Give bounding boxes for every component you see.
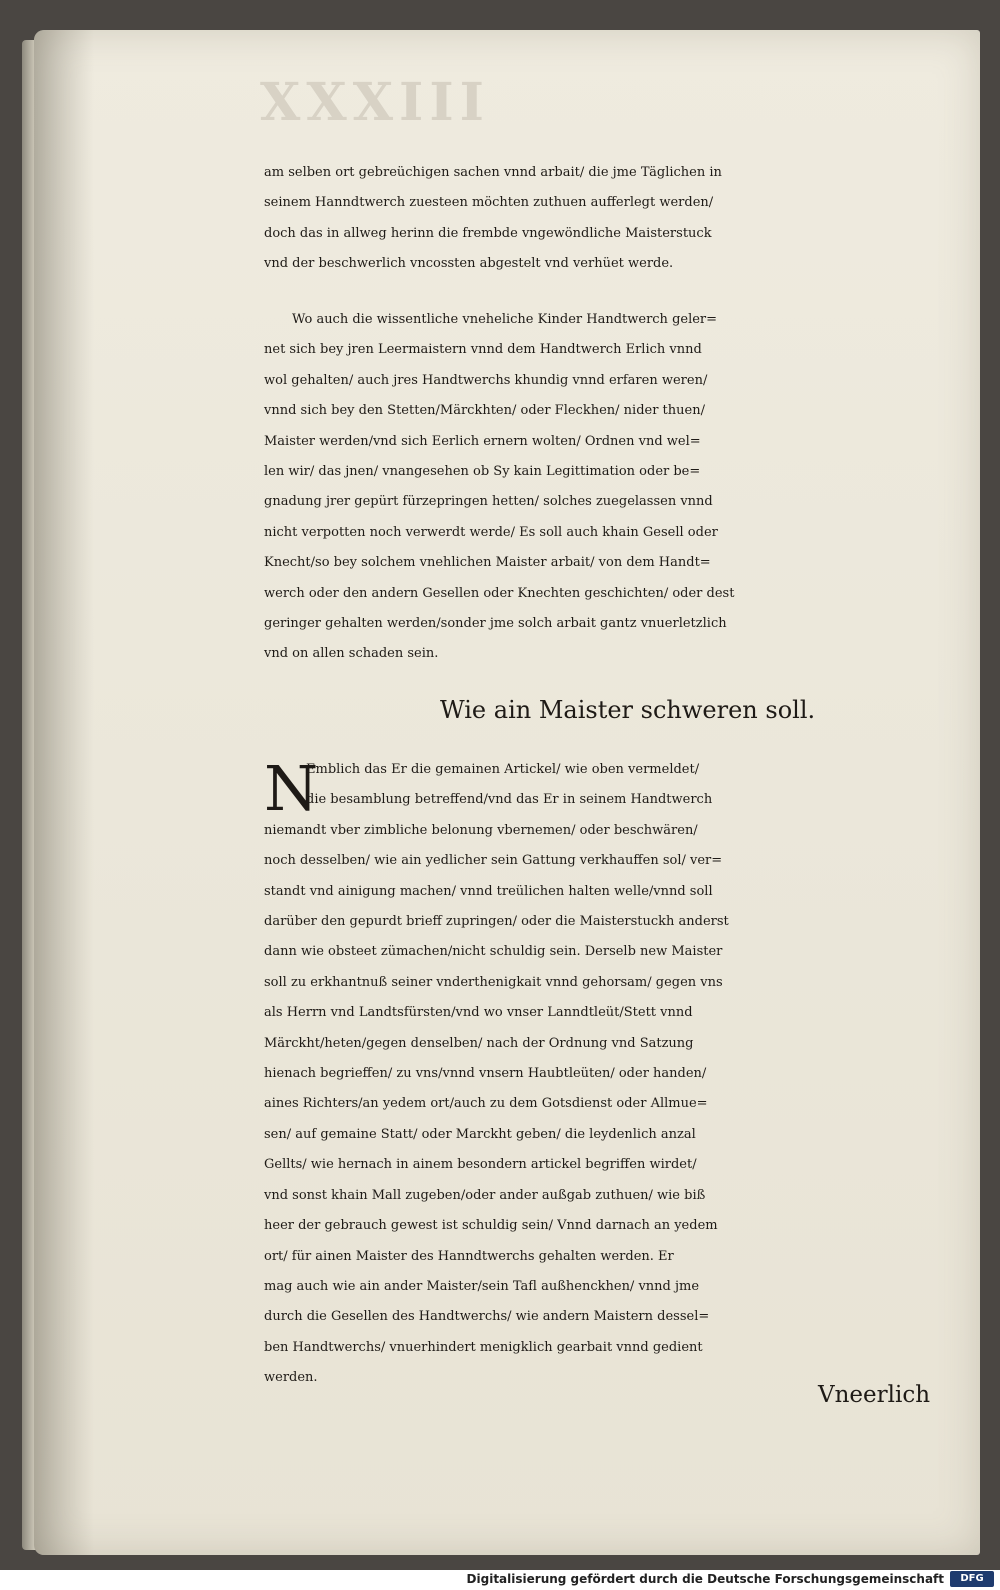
folio-number: XXXIII — [260, 72, 491, 133]
text-line: werch oder den andern Gesellen oder Knechten geschichten/ oder dest — [264, 585, 735, 601]
text-line: nicht verpotten noch verwerdt werde/ Es soll auch khain Gesell oder — [264, 524, 718, 540]
text-line: niemandt vber zimbliche belonung vbernemen/ oder beschwären/ — [264, 822, 698, 838]
text-line: wol gehalten/ auch jres Handtwerchs khundig vnnd erfaren weren/ — [264, 372, 708, 388]
text-line: len wir/ das jnen/ vnangesehen ob Sy kain Legittimation oder be= — [264, 464, 701, 480]
text-line: doch das in allweg herinn die frembde vngewöndliche Maisterstuck — [264, 225, 712, 241]
text-line: heer der gebrauch gewest ist schuldig sein/ Vnnd darnach an yedem — [264, 1218, 718, 1234]
text-line: vnd on allen schaden sein. — [264, 646, 439, 662]
text-line: Knecht/so bey solchem vnehlichen Maister arbait/ von dem Handt= — [264, 555, 711, 571]
text-line: ort/ für ainen Maister des Hanndtwerchs gehalten werden. Er — [264, 1248, 674, 1264]
text-line: standt vnd ainigung machen/ vnnd treülichen halten welle/vnnd soll — [264, 883, 713, 899]
catchword: Vneerlich — [818, 1382, 931, 1408]
text-line: hienach begrieffen/ zu vns/vnnd vnsern Haubtleüten/ oder handen/ — [264, 1066, 707, 1082]
text-line: sen/ auf gemaine Statt/ oder Marckht geben/ die leydenlich anzal — [264, 1126, 696, 1142]
text-line: dann wie obsteet zümachen/nicht schuldig sein. Derselb new Maister — [264, 944, 723, 960]
text-line: am selben ort gebreüchigen sachen vnnd arbait/ die jme Täglichen in — [264, 165, 722, 180]
text-line: aines Richters/an yedem ort/auch zu dem Gotsdienst oder Allmue= — [264, 1096, 708, 1112]
paragraph-master-oath — [264, 752, 924, 1394]
text-line: Gellts/ wie hernach in ainem besondern artickel begriffen wirdet/ — [264, 1157, 697, 1173]
paragraph-illegitimate-children — [264, 305, 924, 670]
dfg-logo: DFG — [950, 1571, 994, 1587]
text-line: noch desselben/ wie ain yedlicher sein Gattung verkhauffen sol/ ver= — [264, 853, 723, 869]
section-heading: Wie ain Maister schweren soll. — [440, 696, 816, 724]
text-line: Maister werden/vnd sich Eerlich ernern wolten/ Ordnen vnd wel= — [264, 433, 701, 449]
text-line: geringer gehalten werden/sonder jme solch arbait gantz vnuerletzlich — [264, 616, 727, 632]
text-line: ben Handtwerchs/ vnuerhindert menigklich gearbait vnnd gedient — [264, 1339, 703, 1355]
footer-credit: Digitalisierung gefördert durch die Deutsche Forschungsgemeinschaft — [466, 1572, 944, 1586]
text-line: darüber den gepurdt brieff zupringen/ oder die Maisterstuckh anderst — [264, 914, 729, 930]
text-line: net sich bey jren Leermaistern vnnd dem Handtwerch Erlich vnnd — [264, 342, 702, 358]
text-line: als Herrn vnd Landtsfürsten/vnd wo vnser Lanndtleüt/Stett vnnd — [264, 1005, 693, 1021]
text-line: Märckht/heten/gegen denselben/ nach der Ordnung vnd Satzung — [264, 1035, 694, 1051]
footer-bar — [0, 1570, 1000, 1590]
paragraph-continued — [264, 158, 924, 280]
text-line: Emblich das Er die gemainen Artickel/ wie oben vermeldet/ — [306, 762, 700, 777]
page-gutter-shadow — [34, 30, 94, 1555]
text-line: gnadung jrer gepürt fürzepringen hetten/ solches zuegelassen vnnd — [264, 494, 713, 510]
drop-initial: N — [264, 752, 319, 825]
text-line: seinem Hanndtwerch zuesteen möchten zuthuen aufferlegt werden/ — [264, 195, 714, 211]
text-line: vnd der beschwerlich vncossten abgestelt vnd verhüet werde. — [264, 256, 674, 272]
text-line: vnnd sich bey den Stetten/Märckhten/ oder Fleckhen/ nider thuen/ — [264, 403, 705, 419]
text-line: mag auch wie ain ander Maister/sein Tafl außhenckhen/ vnnd jme — [264, 1278, 700, 1294]
text-line: Wo auch die wissentliche vneheliche Kinder Handtwerch geler= — [292, 312, 718, 327]
text-line: vnd sonst khain Mall zugeben/oder ander außgab zuthuen/ wie biß — [264, 1187, 706, 1203]
text-line: werden. — [264, 1370, 318, 1386]
text-line: soll zu erkhantnuß seiner vnderthenigkait vnnd gehorsam/ gegen vns — [264, 974, 723, 990]
text-line: die besamblung betreffend/vnd das Er in seinem Handtwerch — [306, 792, 713, 808]
text-line: durch die Gesellen des Handtwerchs/ wie andern Maistern dessel= — [264, 1309, 710, 1325]
